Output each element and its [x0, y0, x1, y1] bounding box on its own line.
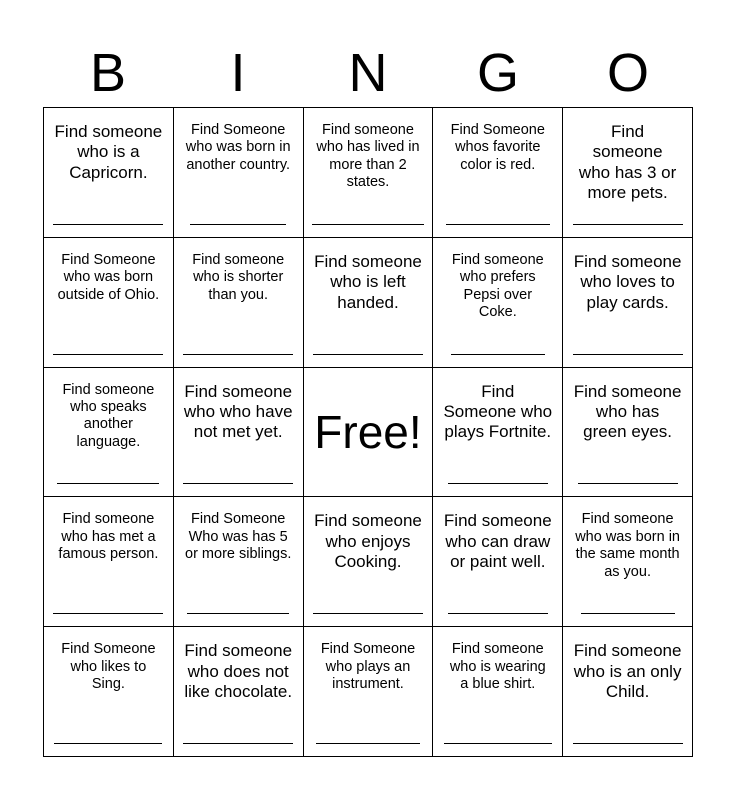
- header-letter-n: N: [348, 43, 388, 103]
- signature-line: [183, 354, 293, 355]
- signature-line: [573, 224, 683, 225]
- bingo-cell[interactable]: [433, 108, 563, 238]
- cell-prompt: Find Someone who likes to Sing.: [61, 641, 156, 692]
- cell-prompt: Find Someone whos favorite color is red.: [450, 122, 545, 173]
- signature-line: [53, 613, 163, 614]
- bingo-header: [43, 40, 693, 106]
- cell-prompt: Find someone who is left handed.: [314, 251, 422, 312]
- signature-line: [573, 743, 683, 744]
- signature-line: [313, 354, 423, 355]
- bingo-cell[interactable]: [174, 238, 304, 368]
- header-letter-o: O: [606, 43, 649, 103]
- bingo-cell[interactable]: [563, 108, 693, 238]
- signature-line: [312, 224, 424, 225]
- signature-line: [573, 354, 683, 355]
- bingo-cell[interactable]: [433, 368, 563, 498]
- cell-prompt: Find someone who is a Capricorn.: [54, 122, 163, 182]
- signature-line: [448, 613, 548, 614]
- signature-line: [183, 743, 293, 744]
- signature-line: [190, 224, 286, 225]
- bingo-cell[interactable]: [433, 627, 563, 757]
- bingo-cell[interactable]: [563, 497, 693, 627]
- signature-line: [578, 483, 678, 484]
- bingo-cell[interactable]: [304, 627, 434, 757]
- signature-line: [581, 613, 675, 614]
- header-letter-i: I: [230, 43, 246, 103]
- bingo-cell[interactable]: [44, 108, 174, 238]
- bingo-cell[interactable]: [304, 497, 434, 627]
- cell-prompt: Find someone who enjoys Cooking.: [314, 511, 422, 572]
- bingo-cell[interactable]: [304, 108, 434, 238]
- cell-prompt: Find someone who has met a famous person.: [58, 511, 159, 563]
- cell-prompt: Find someone who who have not met yet.: [183, 381, 293, 442]
- signature-line: [53, 354, 163, 355]
- signature-line: [53, 224, 163, 225]
- bingo-grid: [43, 107, 693, 757]
- signature-line: [451, 354, 545, 355]
- signature-line: [444, 743, 552, 744]
- cell-prompt: Find someone who is shorter than you.: [192, 251, 285, 303]
- bingo-cell[interactable]: [44, 627, 174, 757]
- cell-prompt: Find someone who is an only Child.: [573, 641, 682, 701]
- bingo-cell[interactable]: [433, 497, 563, 627]
- bingo-cell[interactable]: [174, 497, 304, 627]
- bingo-cell[interactable]: [174, 627, 304, 757]
- cell-prompt: Find Someone who was born outside of Ohio.: [57, 251, 160, 303]
- cell-prompt: Find someone who loves to play cards.: [573, 251, 682, 312]
- cell-prompt: Find someone who prefers Pepsi over Coke.: [451, 251, 544, 320]
- bingo-cell[interactable]: [563, 368, 693, 498]
- cell-prompt: Find someone who has 3 or more pets.: [578, 122, 677, 203]
- header-letter-b: B: [89, 43, 127, 103]
- signature-line: [183, 483, 293, 484]
- free-space-label: Free!: [314, 405, 422, 458]
- bingo-cell[interactable]: [44, 497, 174, 627]
- header-letter-g: G: [476, 43, 519, 103]
- bingo-cell[interactable]: [304, 238, 434, 368]
- cell-prompt: Find someone who was born in the same month as you.: [575, 511, 680, 580]
- signature-line: [187, 613, 289, 614]
- cell-prompt: Find someone who does not like chocolate.: [184, 641, 293, 701]
- signature-line: [448, 483, 548, 484]
- signature-line: [446, 224, 550, 225]
- cell-prompt: Find someone who is wearing a blue shirt.: [449, 641, 546, 692]
- free-space-cell[interactable]: [304, 368, 434, 498]
- bingo-cell[interactable]: [44, 368, 174, 498]
- bingo-cell[interactable]: [44, 238, 174, 368]
- cell-prompt: Find someone who has lived in more than 2 states.: [316, 122, 420, 191]
- bingo-cell[interactable]: [433, 238, 563, 368]
- signature-line: [57, 483, 159, 484]
- bingo-cell[interactable]: [174, 368, 304, 498]
- cell-prompt: Find someone who speaks another language.: [62, 381, 155, 450]
- cell-prompt: Find Someone who plays an instrument.: [320, 641, 416, 692]
- cell-prompt: Find Someone who plays Fortnite.: [443, 381, 553, 442]
- cell-prompt: Find someone who can draw or paint well.: [443, 511, 552, 572]
- signature-line: [54, 743, 162, 744]
- bingo-cell[interactable]: [174, 108, 304, 238]
- signature-line: [313, 613, 423, 614]
- signature-line: [316, 743, 420, 744]
- cell-prompt: Find Someone Who was has 5 or more siblings.: [185, 511, 292, 563]
- bingo-cell[interactable]: [563, 627, 693, 757]
- bingo-cell[interactable]: [563, 238, 693, 368]
- cell-prompt: Find Someone who was born in another country.: [185, 122, 291, 173]
- cell-prompt: Find someone who has green eyes.: [573, 381, 682, 442]
